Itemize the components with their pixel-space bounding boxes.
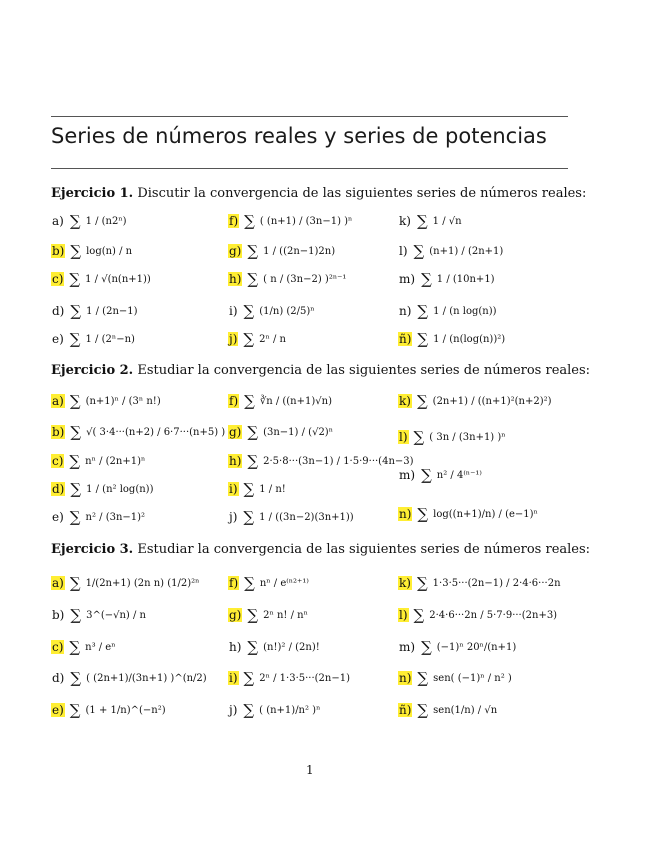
series-item [51,701,166,719]
page-title: Series de números reales y series de potencias [51,124,547,148]
item-label: c) [52,454,64,468]
sum-symbol: ∑ [70,242,82,260]
exercise-2-text: Estudiar la convergencia de las siguientes series de números reales: [133,363,591,378]
sum-symbol: ∑ [69,270,81,288]
item-label: i) [229,304,238,318]
series-formula: 2ⁿ / 1·3·5···(2n−1) [259,672,350,684]
series-item [228,302,315,320]
series-item [398,428,506,446]
series-formula: (n!)² / (2n)! [263,641,320,653]
item-label: g) [229,244,242,258]
item-label: l) [399,430,408,444]
sum-symbol: ∑ [243,330,255,348]
series-formula: (n+1) / (2n+1) [429,245,504,257]
series-formula: (2n+1) / ((n+1)²(n+2)²) [432,395,552,407]
item-label: m) [399,468,416,482]
item-label: h) [229,640,242,654]
series-item [398,212,462,230]
sum-symbol: ∑ [243,480,255,498]
exercise-2-heading [51,363,590,378]
sum-symbol: ∑ [70,302,82,320]
sum-symbol: ∑ [247,606,259,624]
series-item [228,480,286,498]
series-item [398,330,505,348]
sum-symbol: ∑ [413,242,425,260]
sum-symbol: ∑ [421,466,432,484]
series-item [398,505,538,523]
sum-symbol: ∑ [417,302,429,320]
item-label: f) [229,394,239,408]
item-label: d) [52,671,65,685]
series-formula: (−1)ⁿ 20ⁿ/(n+1) [436,641,517,653]
sum-symbol: ∑ [243,669,255,687]
sum-symbol: ∑ [413,428,425,446]
item-label: g) [229,608,242,622]
item-label: h) [229,272,242,286]
sum-symbol: ∑ [70,669,82,687]
series-item [398,638,516,656]
exercise-3-text: Estudiar la convergencia de las siguientes series de números reales: [133,542,591,557]
item-label: ñ) [399,703,412,717]
series-formula: 2·5·8···(3n−1) / 1·5·9···(4n−3) [263,455,414,467]
series-formula: sen( (−1)ⁿ / n² ) [433,672,512,684]
series-item [398,242,503,260]
series-item [51,508,145,526]
sum-symbol: ∑ [69,574,81,592]
sum-symbol: ∑ [421,638,432,656]
series-formula: log(n) / n [86,245,133,257]
item-label: g) [229,425,242,439]
item-label: f) [229,214,239,228]
series-item [228,452,414,470]
series-item [228,701,320,719]
sum-symbol: ∑ [413,606,425,624]
sum-symbol: ∑ [247,423,259,441]
series-formula: n³ / eⁿ [85,641,116,653]
series-formula: ( (2n+1)/(3n+1) )^(n/2) [86,672,207,684]
item-label: k) [399,394,411,408]
series-item [398,466,482,484]
series-item [51,330,135,348]
series-item [398,270,495,288]
series-formula: ∛n / ((n+1)√n) [259,395,332,407]
sum-symbol: ∑ [417,669,429,687]
item-label: i) [229,482,238,496]
series-formula: 1 / (2ⁿ−n) [85,333,135,345]
sum-symbol: ∑ [69,392,81,410]
exercise-3-label: Ejercicio 3. [51,542,134,557]
item-label: h) [229,454,242,468]
item-label: j) [229,332,238,346]
sum-symbol: ∑ [70,606,82,624]
item-label: e) [52,332,64,346]
series-item [51,302,138,320]
series-formula: log((n+1)/n) / (e−1)ⁿ [433,508,538,520]
item-label: j) [229,510,238,524]
item-label: a) [52,214,64,228]
item-label: b) [52,425,65,439]
series-formula: 2ⁿ n! / nⁿ [263,609,308,621]
series-item [51,574,199,592]
series-item [51,392,161,410]
series-formula: 1 / (n² log(n)) [86,483,154,495]
series-item [51,669,207,687]
sum-symbol: ∑ [416,212,428,230]
exercise-3-heading [51,542,590,557]
series-formula: n² / (3n−1)² [85,511,146,523]
series-item [398,302,497,320]
series-item [228,330,286,348]
series-formula: 1 / (2n−1) [86,305,138,317]
sum-symbol: ∑ [69,330,81,348]
sum-symbol: ∑ [247,638,259,656]
series-formula: 1 / ((3n−2)(3n+1)) [259,511,354,523]
item-label: i) [229,671,238,685]
series-formula: ( n / (3n−2) )²ⁿ⁻¹ [263,273,347,285]
item-label: b) [52,244,65,258]
sum-symbol: ∑ [244,574,255,592]
item-label: ñ) [399,332,412,346]
sum-symbol: ∑ [69,452,81,470]
exercise-1-heading [51,186,586,201]
series-formula: (n+1)ⁿ / (3ⁿ n!) [85,395,161,407]
series-formula: 2·4·6···2n / 5·7·9···(2n+3) [429,609,558,621]
series-formula: ( (n+1) / (3n−1) )ⁿ [259,215,353,227]
series-formula: ( (n+1)/n² )ⁿ [259,704,321,716]
item-label: j) [229,703,238,717]
series-item [398,574,561,592]
series-formula: 1 / (n log(n)) [433,305,497,317]
series-formula: nⁿ / e⁽ⁿ²⁺¹⁾ [259,577,309,589]
series-item [398,669,512,687]
sum-symbol: ∑ [243,701,255,719]
series-formula: 1·3·5···(2n−1) / 2·4·6···2n [432,577,561,589]
series-item [51,212,127,230]
series-formula: (1 + 1/n)^(−n²) [85,704,166,716]
page-number: 1 [306,763,314,777]
series-formula: 1 / ((2n−1)2n) [263,245,336,257]
series-item [228,638,320,656]
item-label: n) [399,507,412,521]
series-item [228,669,350,687]
series-formula: nⁿ / (2n+1)ⁿ [85,455,146,467]
item-label: n) [399,671,412,685]
series-formula: √( 3·4···(n+2) / 6·7···(n+5) ) [86,426,226,438]
series-item [228,574,309,592]
sum-symbol: ∑ [247,242,259,260]
sum-symbol: ∑ [70,480,82,498]
series-formula: 3^(−√n) / n [86,609,146,621]
series-formula: (3n−1) / (√2)ⁿ [263,426,334,438]
series-item [228,606,308,624]
exercise-1-text: Discutir la convergencia de las siguientes series de números reales: [133,186,587,201]
item-label: k) [399,576,411,590]
series-item [228,270,346,288]
item-label: f) [229,576,239,590]
series-formula: 1 / √n [432,215,462,227]
series-item [228,212,352,230]
series-item [228,392,332,410]
series-item [51,242,132,260]
series-formula: 1 / (10n+1) [436,273,495,285]
sum-symbol: ∑ [70,423,82,441]
item-label: e) [52,703,64,717]
series-item [398,606,557,624]
series-item [228,508,354,526]
item-label: m) [399,272,416,286]
sum-symbol: ∑ [244,212,255,230]
series-formula: n² / 4⁽ⁿ⁻¹⁾ [436,469,482,481]
series-formula: 1/(2n+1) (2n n) (1/2)²ⁿ [85,577,200,589]
series-formula: 1 / (n2ⁿ) [85,215,127,227]
series-item [51,638,116,656]
item-label: b) [52,608,65,622]
series-formula: sen(1/n) / √n [433,704,498,716]
item-label: a) [52,394,64,408]
series-item [51,480,153,498]
series-item [398,392,552,410]
sum-symbol: ∑ [417,701,429,719]
top-rule [51,116,568,117]
item-label: l) [399,608,408,622]
series-formula: (1/n) (2/5)ⁿ [259,305,315,317]
sum-symbol: ∑ [69,638,81,656]
series-item [228,423,333,441]
sum-symbol: ∑ [416,392,428,410]
series-formula: 1 / √(n(n+1)) [85,273,151,285]
item-label: a) [52,576,64,590]
sum-symbol: ∑ [417,330,429,348]
series-item [398,701,497,719]
sum-symbol: ∑ [416,574,428,592]
sum-symbol: ∑ [417,505,429,523]
item-label: e) [52,510,64,524]
item-label: n) [399,304,412,318]
sum-symbol: ∑ [69,212,81,230]
sum-symbol: ∑ [247,452,259,470]
series-item [51,270,151,288]
series-item [51,452,145,470]
series-item [228,242,335,260]
title-rule [51,168,568,169]
sum-symbol: ∑ [69,508,81,526]
item-label: c) [52,640,64,654]
item-label: d) [52,482,65,496]
exercise-1-label: Ejercicio 1. [51,186,134,201]
item-label: c) [52,272,64,286]
item-label: k) [399,214,411,228]
series-formula: 2ⁿ / n [259,333,286,345]
exercise-2-label: Ejercicio 2. [51,363,134,378]
sum-symbol: ∑ [243,508,255,526]
series-formula: 1 / n! [259,483,286,495]
sum-symbol: ∑ [421,270,432,288]
sum-symbol: ∑ [243,302,255,320]
sum-symbol: ∑ [247,270,259,288]
item-label: m) [399,640,416,654]
series-formula: 1 / (n(log(n))²) [433,333,506,345]
series-item [51,606,146,624]
sum-symbol: ∑ [244,392,255,410]
series-item [51,423,225,441]
item-label: l) [399,244,408,258]
series-formula: ( 3n / (3n+1) )ⁿ [429,431,506,443]
sum-symbol: ∑ [69,701,81,719]
item-label: d) [52,304,65,318]
